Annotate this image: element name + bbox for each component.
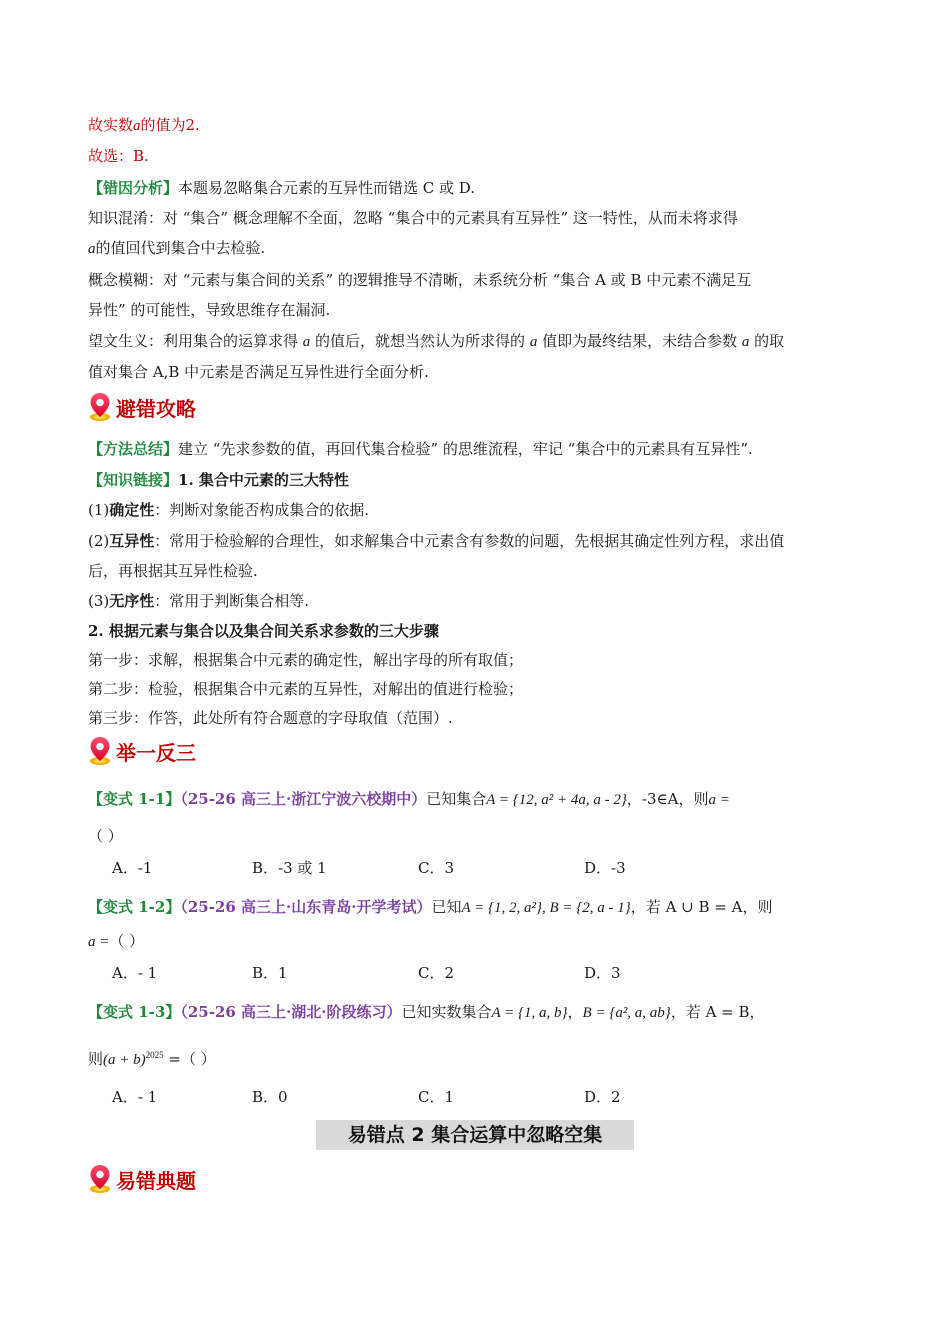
term: 无序性	[109, 592, 155, 610]
method-summary	[88, 438, 870, 460]
steps-heading: 2. 根据元素与集合以及集合间关系求参数的三大步骤	[88, 622, 439, 640]
text: 则	[88, 1050, 104, 1068]
tag-label: 【知识链接】	[88, 471, 179, 489]
text: (1)	[88, 501, 110, 519]
step-two: 第二步：检验，根据集合中元素的互异性，对解出的值进行检验；	[88, 680, 524, 698]
text: (2)	[88, 532, 110, 550]
math-expression: (a + b)	[103, 1052, 146, 1068]
text: 的值后，就想当然认为所求得的	[310, 332, 530, 350]
location-pin-icon	[88, 736, 112, 766]
answer-line	[88, 114, 870, 137]
error-point-banner: 易错点 2 集合运算中忽略空集	[316, 1120, 634, 1150]
text: 望文生义：利用集合的运算求得	[88, 332, 303, 350]
knowledge-link	[88, 469, 870, 491]
question-source: （25-26 高三上·山东青岛·开学考试）	[180, 898, 432, 916]
option-d[interactable]: D．2	[584, 1088, 621, 1106]
option-c[interactable]: C．3	[418, 859, 455, 877]
math-var: a	[741, 334, 750, 350]
option-b[interactable]: B．0	[252, 1088, 288, 1106]
section-practice	[88, 734, 196, 768]
text: 本题易忽略集合元素的互异性而错选 C 或 D.	[178, 179, 476, 197]
math-expression: A = {12, a² + 4a, a - 2}	[486, 792, 627, 808]
question-1-2-cont	[88, 930, 870, 953]
exponent: 2025	[145, 1050, 164, 1060]
option-c[interactable]: C．1	[418, 1088, 455, 1106]
knowledge-confusion-cont	[88, 237, 870, 260]
term: 互异性	[109, 532, 155, 550]
text: =（ ）	[163, 1050, 216, 1068]
text: 的值回代到集合中去检验.	[95, 239, 266, 257]
math-expression: a =	[88, 934, 110, 950]
option-c[interactable]: C．2	[418, 964, 455, 982]
text: ，-3∈A，则	[626, 790, 709, 808]
text: (3)	[88, 592, 110, 610]
option-d[interactable]: D．-3	[584, 859, 626, 877]
property-determinacy	[88, 499, 870, 521]
text: 的值为2.	[140, 116, 200, 134]
text: 已知实数集合	[401, 1003, 492, 1021]
option-d[interactable]: D．3	[584, 964, 621, 982]
question-tag: 【变式 1-1】	[88, 790, 181, 808]
question-1-3-cont	[88, 1044, 870, 1071]
section-title: 避错攻略	[116, 396, 196, 421]
math-expression: A = {1, 2, a²}, B = {2, a - 1}	[461, 900, 631, 916]
literal-misread	[88, 330, 870, 353]
step-one: 第一步：求解，根据集合中元素的确定性，解出字母的所有取值；	[88, 651, 524, 669]
question-tag: 【变式 1-3】	[88, 1003, 181, 1021]
answer-paren: （ ）	[109, 932, 145, 950]
math-var: a	[133, 118, 141, 134]
math-var: a	[88, 241, 96, 257]
text: ，若 A = B，	[670, 1003, 765, 1021]
math-var: a	[529, 334, 538, 350]
section-typical-errors	[88, 1162, 196, 1196]
choice-line: 故选：B.	[88, 147, 149, 165]
answer-paren: （ ）	[88, 827, 123, 845]
math-expression: A = {1, a, b}	[491, 1005, 568, 1021]
location-pin-icon	[88, 392, 112, 422]
text: 故实数	[88, 116, 134, 134]
option-a[interactable]: A．-1	[112, 859, 153, 877]
knowledge-confusion: 知识混淆：对 “集合” 概念理解不全面，忽略 “集合中的元素具有互异性” 这一特性，从而未将求得	[88, 209, 738, 227]
text: 已知	[431, 898, 462, 916]
text: ：判断对象能否构成集合的依据.	[154, 501, 370, 519]
math-var: a	[302, 334, 311, 350]
error-analysis	[88, 177, 870, 199]
step-three: 第三步：作答，此处所有符合题意的字母取值（范围）.	[88, 709, 453, 727]
option-b[interactable]: B．-3 或 1	[252, 859, 327, 877]
text: ，若 A ∪ B = A，则	[630, 898, 773, 916]
tag-label: 【错因分析】	[88, 179, 179, 197]
text: 值即为最终结果，未结合参数	[537, 332, 742, 350]
question-source: （25-26 高三上·浙江宁波六校期中）	[180, 790, 427, 808]
question-1-1	[88, 788, 870, 811]
section-title: 易错典题	[116, 1168, 196, 1193]
property-distinctness-cont: 后，再根据其互异性检验.	[88, 562, 258, 580]
term: 确定性	[109, 501, 155, 519]
math-expression: B = {a², a, ab}	[582, 1005, 671, 1021]
text: ：常用于检验解的合理性，如求解集合中元素含有参数的问题，先根据其确定性列方程，求出值	[154, 532, 785, 550]
section-title: 举一反三	[116, 740, 196, 765]
text: 已知集合	[426, 790, 487, 808]
literal-misread-cont: 值对集合 A,B 中元素是否满足互异性进行全面分析.	[88, 363, 429, 381]
property-distinctness	[88, 530, 870, 552]
concept-blur: 概念模糊：对 “元素与集合间的关系” 的逻辑推导不清晰，未系统分析 “集合 A 或 B 中元素不满足互	[88, 271, 752, 289]
math-expression: a =	[708, 792, 730, 808]
question-1-2	[88, 896, 870, 919]
question-tag: 【变式 1-2】	[88, 898, 181, 916]
option-a[interactable]: A．- 1	[112, 964, 158, 982]
text: 的取	[749, 332, 785, 350]
concept-blur-cont: 异性” 的可能性，导致思维存在漏洞.	[88, 301, 331, 319]
tag-label: 【方法总结】	[88, 440, 179, 458]
question-1-3: 【变式 1-3】（25-26 高三上·湖北·阶段练习）已知实数集合A = {1, a, b}，B = {a², a, ab}，若 A = B，	[88, 1003, 765, 1021]
text: ：常用于判断集合相等.	[154, 592, 310, 610]
text: 建立 “先求参数的值，再回代集合检验” 的思维流程，牢记 “集合中的元素具有互异性”.	[178, 440, 753, 458]
property-unordered	[88, 590, 870, 612]
section-avoid-errors	[88, 390, 196, 424]
option-b[interactable]: B．1	[252, 964, 288, 982]
location-pin-icon	[88, 1164, 112, 1194]
text: 1. 集合中元素的三大特性	[178, 471, 349, 489]
option-a[interactable]: A．- 1	[112, 1088, 158, 1106]
question-source: （25-26 高三上·湖北·阶段练习）	[180, 1003, 402, 1021]
